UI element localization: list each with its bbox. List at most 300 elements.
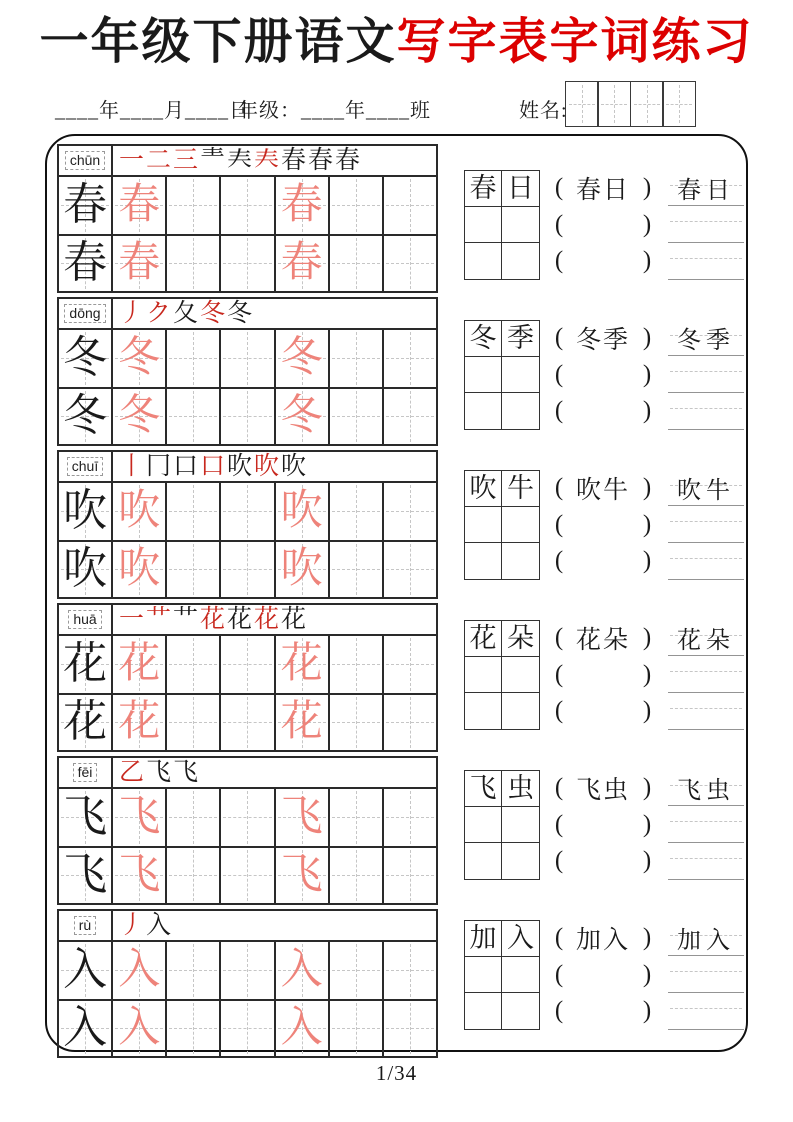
word-copy-cell[interactable] (465, 507, 502, 543)
trace-character: 吹 (280, 488, 323, 535)
stroke-order-row (113, 911, 436, 940)
practice-cell[interactable] (113, 636, 167, 693)
paren-open: ( (554, 324, 564, 352)
stroke-step: 艹 (145, 605, 171, 633)
practice-cell[interactable] (384, 789, 436, 846)
paren-close: ) (642, 697, 652, 725)
name-cell[interactable] (597, 81, 631, 127)
paren-open: ( (554, 624, 564, 652)
word-copy-cell[interactable] (502, 693, 539, 729)
practice-cell[interactable] (384, 177, 436, 234)
practice-cell[interactable] (167, 483, 221, 540)
paren-open: ( (554, 960, 564, 988)
practice-cell[interactable] (59, 636, 113, 693)
answer-word: 飞虫 (677, 777, 735, 804)
practice-cell[interactable] (384, 542, 436, 597)
word-copy-cell[interactable] (502, 393, 539, 429)
practice-row (59, 177, 436, 234)
word-char-cell: 加 (465, 921, 502, 957)
section-header (59, 758, 436, 789)
trace-character: 春 (118, 240, 161, 287)
stroke-order-row (113, 758, 436, 787)
blank-paren-row[interactable] (552, 656, 654, 693)
answer-word-line (668, 170, 744, 207)
name-writing-grid (565, 81, 696, 127)
practice-cell[interactable] (113, 789, 167, 846)
blank-answer-line[interactable] (668, 656, 744, 693)
word-copy-cell[interactable] (502, 207, 539, 243)
word-practice-block (464, 144, 744, 294)
word-char-cell: 牛 (502, 471, 539, 507)
word-label-row (552, 920, 654, 957)
page-number: 1/34 (375, 1060, 418, 1085)
paren-close: ) (642, 624, 652, 652)
practice-cell[interactable] (384, 636, 436, 693)
practice-cell[interactable] (221, 330, 275, 387)
stroke-step: 𡗗 (253, 146, 279, 174)
blank-answer-line[interactable] (668, 693, 744, 730)
practice-cell[interactable] (167, 542, 221, 597)
practice-cell[interactable] (276, 177, 330, 234)
practice-cell[interactable] (167, 695, 221, 750)
model-character: 春 (63, 238, 108, 288)
practice-cell[interactable] (330, 483, 384, 540)
practice-cell[interactable] (221, 1001, 275, 1056)
name-label: 姓名: (519, 99, 568, 122)
paren-column (552, 320, 654, 444)
practice-cell[interactable] (59, 177, 113, 234)
model-character: 飞 (63, 792, 108, 842)
model-character: 吹 (63, 544, 108, 594)
stroke-step: 夂 (172, 299, 198, 327)
practice-cell[interactable] (59, 330, 113, 387)
practice-cell[interactable] (276, 942, 330, 999)
word-copy-cell[interactable] (502, 657, 539, 693)
character-section (57, 909, 438, 1058)
pinyin-label: fēi (73, 763, 98, 783)
answer-column (668, 170, 744, 294)
answer-word: 冬季 (677, 327, 735, 354)
word-copy-grid (464, 470, 540, 580)
blank-answer-line[interactable] (668, 506, 744, 543)
stroke-step: 丨 (118, 452, 144, 480)
paren-open: ( (554, 810, 564, 838)
answer-word-line (668, 920, 744, 957)
practice-cell[interactable] (384, 483, 436, 540)
practice-cell[interactable] (384, 1001, 436, 1056)
answer-column (668, 620, 744, 744)
word-label-text: 花朵 (575, 627, 630, 655)
practice-cell[interactable] (221, 542, 275, 597)
model-character: 入 (63, 1003, 108, 1053)
blank-answer-line[interactable] (668, 206, 744, 243)
pinyin-cell (59, 146, 113, 175)
word-copy-cell[interactable] (465, 393, 502, 429)
word-copy-grid (464, 920, 540, 1030)
blank-answer-line[interactable] (668, 356, 744, 393)
practice-cell[interactable] (221, 695, 275, 750)
trace-character: 花 (118, 641, 161, 688)
blank-paren-row[interactable] (552, 206, 654, 243)
stroke-step: 乙 (118, 758, 144, 786)
stroke-step: 春 (280, 146, 306, 174)
name-cell[interactable] (630, 81, 664, 127)
blank-answer-line[interactable] (668, 806, 744, 843)
trace-character: 春 (280, 240, 323, 287)
word-char-cell: 吹 (465, 471, 502, 507)
word-copy-cell[interactable] (502, 993, 539, 1029)
practice-cell[interactable] (221, 389, 275, 444)
stroke-step: 冬 (226, 299, 252, 327)
paren-close: ) (642, 660, 652, 688)
practice-cell[interactable] (221, 236, 275, 291)
stroke-step: 春 (334, 146, 360, 174)
word-practice-block (464, 894, 744, 1044)
stroke-step: 口 (172, 452, 198, 480)
paren-open: ( (554, 847, 564, 875)
sections-column (57, 144, 438, 1053)
trace-character: 花 (118, 699, 161, 746)
paren-close: ) (642, 924, 652, 952)
paren-open: ( (554, 474, 564, 502)
word-copy-cell[interactable] (502, 507, 539, 543)
word-copy-cell[interactable] (465, 357, 502, 393)
paren-close: ) (642, 547, 652, 575)
model-character: 飞 (63, 850, 108, 900)
practice-cell[interactable] (167, 636, 221, 693)
practice-cell[interactable] (221, 942, 275, 999)
practice-cell[interactable] (167, 330, 221, 387)
practice-cell[interactable] (167, 389, 221, 444)
trace-character: 入 (280, 947, 323, 994)
practice-cell[interactable] (113, 389, 167, 444)
word-copy-cell[interactable] (502, 243, 539, 279)
trace-character: 冬 (280, 393, 323, 440)
word-copy-cell[interactable] (465, 243, 502, 279)
word-copy-cell[interactable] (465, 993, 502, 1029)
practice-cell[interactable] (59, 1001, 113, 1056)
word-label-text: 加入 (575, 927, 630, 955)
name-cell[interactable] (565, 81, 599, 127)
practice-row (59, 234, 436, 291)
character-section (57, 603, 438, 752)
stroke-step: ク (145, 299, 171, 327)
word-copy-cell[interactable] (465, 957, 502, 993)
word-copy-cell[interactable] (465, 207, 502, 243)
stroke-step: 龶 (199, 146, 225, 174)
practice-cell[interactable] (59, 848, 113, 903)
practice-cell[interactable] (113, 483, 167, 540)
practice-cell[interactable] (330, 942, 384, 999)
stroke-order-row (113, 146, 436, 175)
trace-character: 飞 (118, 794, 161, 841)
stroke-step: 吹 (226, 452, 252, 480)
stroke-step: 吹 (280, 452, 306, 480)
practice-cell[interactable] (276, 636, 330, 693)
practice-row (59, 846, 436, 903)
stroke-step: 三 (172, 146, 198, 174)
word-practice-block (464, 744, 744, 894)
practice-cell[interactable] (384, 695, 436, 750)
trace-character: 吹 (280, 546, 323, 593)
practice-cell[interactable] (167, 942, 221, 999)
word-label-text: 吹牛 (575, 477, 630, 505)
model-character: 吹 (63, 486, 108, 536)
practice-cell[interactable] (221, 177, 275, 234)
practice-cell[interactable] (113, 177, 167, 234)
paren-close: ) (642, 810, 652, 838)
stroke-step: 入 (145, 911, 171, 939)
blank-paren-row[interactable] (552, 993, 654, 1030)
practice-grid (59, 177, 436, 291)
paren-open: ( (554, 660, 564, 688)
pinyin-cell (59, 452, 113, 481)
stroke-step: 冬 (199, 299, 225, 327)
practice-cell[interactable] (167, 848, 221, 903)
trace-character: 花 (280, 699, 323, 746)
practice-cell[interactable] (221, 789, 275, 846)
word-copy-cell[interactable] (465, 807, 502, 843)
blank-paren-row[interactable] (552, 506, 654, 543)
practice-cell[interactable] (113, 848, 167, 903)
blank-paren-row[interactable] (552, 356, 654, 393)
practice-cell[interactable] (276, 789, 330, 846)
practice-cell[interactable] (330, 330, 384, 387)
worksheet-board (45, 134, 748, 1052)
word-char-cell: 日 (502, 171, 539, 207)
practice-cell[interactable] (167, 236, 221, 291)
blank-paren-row[interactable] (552, 393, 654, 430)
practice-cell[interactable] (384, 848, 436, 903)
paren-open: ( (554, 210, 564, 238)
practice-cell[interactable] (221, 848, 275, 903)
practice-row (59, 540, 436, 597)
trace-character: 冬 (280, 335, 323, 382)
pinyin-label: chuī (67, 457, 103, 477)
practice-cell[interactable] (221, 636, 275, 693)
paren-close: ) (642, 174, 652, 202)
model-character: 入 (63, 945, 108, 995)
practice-cell[interactable] (330, 177, 384, 234)
practice-cell[interactable] (384, 942, 436, 999)
practice-grid (59, 330, 436, 444)
section-header (59, 911, 436, 942)
word-copy-grid (464, 320, 540, 430)
blank-answer-line[interactable] (668, 393, 744, 430)
practice-cell[interactable] (113, 542, 167, 597)
stroke-step: 一 (118, 605, 144, 633)
paren-close: ) (642, 397, 652, 425)
word-copy-cell[interactable] (502, 357, 539, 393)
practice-grid (59, 636, 436, 750)
answer-column (668, 920, 744, 1044)
paren-close: ) (642, 960, 652, 988)
blank-answer-line[interactable] (668, 243, 744, 280)
stroke-order-row (113, 605, 436, 634)
word-copy-cell[interactable] (502, 843, 539, 879)
stroke-step: 口 (199, 452, 225, 480)
paren-open: ( (554, 774, 564, 802)
word-copy-cell[interactable] (502, 957, 539, 993)
stroke-step: 冂 (145, 452, 171, 480)
practice-cell[interactable] (330, 236, 384, 291)
blank-answer-line[interactable] (668, 956, 744, 993)
practice-cell[interactable] (59, 483, 113, 540)
practice-cell[interactable] (384, 330, 436, 387)
practice-cell[interactable] (167, 789, 221, 846)
word-label-row (552, 170, 654, 207)
paren-open: ( (554, 924, 564, 952)
trace-character: 冬 (118, 393, 161, 440)
practice-cell[interactable] (59, 389, 113, 444)
practice-grid (59, 483, 436, 597)
trace-character: 春 (280, 182, 323, 229)
practice-row (59, 942, 436, 999)
practice-cell[interactable] (59, 789, 113, 846)
practice-cell[interactable] (276, 695, 330, 750)
blank-paren-row[interactable] (552, 843, 654, 880)
practice-cell[interactable] (384, 236, 436, 291)
practice-cell[interactable] (330, 542, 384, 597)
pinyin-cell (59, 758, 113, 787)
practice-cell[interactable] (59, 942, 113, 999)
word-label-text: 飞虫 (575, 777, 630, 805)
word-copy-cell[interactable] (502, 807, 539, 843)
blank-paren-row[interactable] (552, 693, 654, 730)
trace-character: 飞 (118, 852, 161, 899)
trace-character: 春 (118, 182, 161, 229)
paren-open: ( (554, 997, 564, 1025)
practice-cell[interactable] (113, 942, 167, 999)
paren-close: ) (642, 474, 652, 502)
word-copy-cell[interactable] (465, 843, 502, 879)
practice-grid (59, 789, 436, 903)
practice-cell[interactable] (384, 389, 436, 444)
stroke-step: 春 (307, 146, 333, 174)
practice-cell[interactable] (330, 1001, 384, 1056)
paren-close: ) (642, 774, 652, 802)
page-title-red: 写字表字词练习 (396, 15, 754, 69)
practice-cell[interactable] (59, 236, 113, 291)
paren-open: ( (554, 547, 564, 575)
practice-cell[interactable] (276, 542, 330, 597)
character-section (57, 297, 438, 446)
paren-open: ( (554, 697, 564, 725)
word-label-row (552, 770, 654, 807)
practice-cell[interactable] (276, 483, 330, 540)
paren-column (552, 920, 654, 1044)
character-section (57, 756, 438, 905)
answer-column (668, 320, 744, 444)
practice-row (59, 999, 436, 1056)
practice-cell[interactable] (276, 1001, 330, 1056)
word-char-cell: 春 (465, 171, 502, 207)
trace-character: 吹 (118, 546, 161, 593)
grade-class-blanks[interactable]: 年级：____年____班 (238, 99, 431, 122)
practice-row (59, 330, 436, 387)
stroke-step: 𡗗 (226, 146, 252, 174)
practice-cell[interactable] (59, 695, 113, 750)
blank-answer-line[interactable] (668, 993, 744, 1030)
character-section (57, 144, 438, 293)
practice-cell[interactable] (276, 330, 330, 387)
word-copy-cell[interactable] (465, 543, 502, 579)
answer-word-line (668, 320, 744, 357)
pinyin-label: chūn (65, 151, 105, 171)
practice-row (59, 789, 436, 846)
word-copy-cell[interactable] (465, 693, 502, 729)
trace-character: 吹 (118, 488, 161, 535)
practice-row (59, 693, 436, 750)
word-label-row (552, 620, 654, 657)
trace-character: 飞 (280, 794, 323, 841)
answer-word-line (668, 770, 744, 807)
practice-cell[interactable] (276, 236, 330, 291)
practice-cell[interactable] (167, 177, 221, 234)
practice-cell[interactable] (330, 389, 384, 444)
blank-answer-line[interactable] (668, 543, 744, 580)
paren-column (552, 170, 654, 294)
practice-grid (59, 942, 436, 1056)
stroke-step: 吹 (253, 452, 279, 480)
practice-row (59, 636, 436, 693)
practice-cell[interactable] (221, 483, 275, 540)
word-char-cell: 冬 (465, 321, 502, 357)
practice-cell[interactable] (330, 636, 384, 693)
practice-cell[interactable] (330, 848, 384, 903)
page-title-black: 一年级下册语文 (39, 15, 397, 69)
trace-character: 入 (280, 1005, 323, 1052)
answer-column (668, 770, 744, 894)
blank-paren-row[interactable] (552, 956, 654, 993)
answer-word: 花朵 (677, 627, 735, 654)
pinyin-label: huā (68, 610, 101, 630)
trace-character: 花 (280, 641, 323, 688)
paren-close: ) (642, 247, 652, 275)
model-character: 花 (63, 697, 108, 747)
word-copy-grid (464, 170, 540, 280)
word-copy-cell[interactable] (465, 657, 502, 693)
practice-cell[interactable] (167, 1001, 221, 1056)
stroke-step: 花 (253, 605, 279, 633)
model-character: 花 (63, 639, 108, 689)
word-copy-grid (464, 770, 540, 880)
practice-cell[interactable] (330, 789, 384, 846)
pinyin-cell (59, 299, 113, 328)
blank-paren-row[interactable] (552, 543, 654, 580)
pinyin-label: rù (74, 916, 96, 936)
practice-cell[interactable] (113, 330, 167, 387)
date-blanks[interactable]: ____年____月____日 (55, 99, 250, 122)
blank-answer-line[interactable] (668, 843, 744, 880)
blank-paren-row[interactable] (552, 806, 654, 843)
trace-character: 冬 (118, 335, 161, 382)
practice-cell[interactable] (113, 695, 167, 750)
practice-cell[interactable] (276, 848, 330, 903)
practice-cell[interactable] (113, 236, 167, 291)
practice-cell[interactable] (330, 695, 384, 750)
word-label-text: 冬季 (575, 327, 630, 355)
blank-paren-row[interactable] (552, 243, 654, 280)
word-copy-cell[interactable] (502, 543, 539, 579)
practice-cell[interactable] (59, 542, 113, 597)
practice-row (59, 387, 436, 444)
practice-cell[interactable] (276, 389, 330, 444)
word-label-text: 春日 (575, 177, 630, 205)
name-cell[interactable] (662, 81, 696, 127)
practice-cell[interactable] (113, 1001, 167, 1056)
page-title (0, 0, 793, 70)
